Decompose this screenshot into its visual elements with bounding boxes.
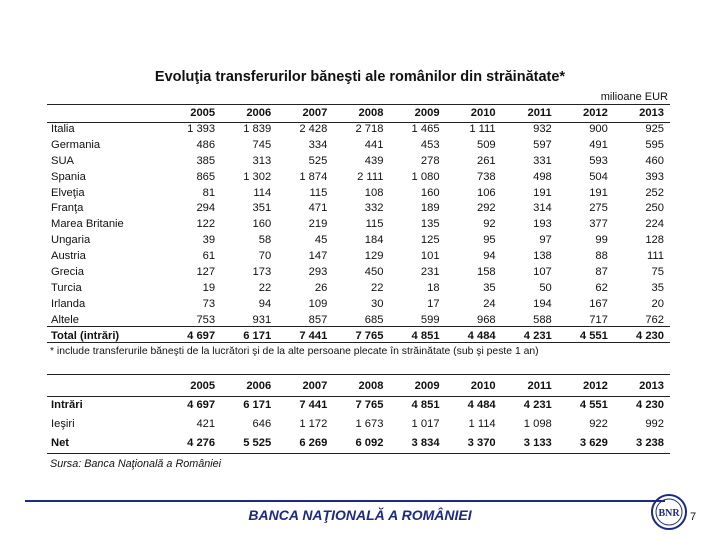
- table-cell: 107: [533, 266, 552, 279]
- table-cell: 3 629: [579, 437, 608, 449]
- table-cell: 351: [252, 202, 272, 215]
- table1-year-header: 2011: [527, 107, 552, 119]
- table2-year-header: 2011: [527, 380, 552, 392]
- table1-year-header: 2009: [414, 107, 440, 119]
- table-cell: 922: [589, 418, 608, 430]
- table-cell: 968: [476, 313, 496, 326]
- table-cell: 250: [645, 202, 664, 215]
- table-cell: 857: [308, 313, 328, 326]
- table-cell: 3 370: [467, 437, 496, 449]
- table-cell: 6 269: [299, 437, 328, 449]
- table-cell: 252: [645, 186, 664, 199]
- table-cell: 7 765: [355, 329, 384, 342]
- row-label: Grecia: [51, 266, 84, 279]
- row-label: Ieşiri: [51, 418, 75, 430]
- table-cell: 932: [533, 122, 552, 135]
- table-cell: 491: [589, 138, 608, 151]
- table1-year-header: 2005: [190, 107, 216, 119]
- table-cell: 26: [314, 281, 328, 294]
- table-cell: 4 697: [187, 399, 216, 411]
- table-cell: 109: [308, 297, 328, 310]
- table-row: [47, 249, 670, 265]
- table1-top-rule: [47, 104, 670, 105]
- table-cell: 58: [258, 234, 272, 247]
- table-cell: 3 834: [411, 437, 440, 449]
- table-cell: 599: [420, 313, 440, 326]
- table-cell: 294: [196, 202, 216, 215]
- table-cell: 45: [314, 234, 328, 247]
- table-cell: 1 111: [469, 122, 496, 135]
- table-cell: 138: [533, 250, 552, 263]
- table-cell: 593: [589, 154, 608, 167]
- table-cell: 97: [539, 234, 552, 247]
- table-cell: 1 114: [468, 418, 496, 430]
- table-cell: 167: [589, 297, 608, 310]
- table-cell: 588: [533, 313, 552, 326]
- table1-year-header: 2012: [582, 107, 608, 119]
- row-label: Spania: [51, 170, 86, 183]
- table-cell: 115: [309, 186, 328, 199]
- table1-year-header: 2006: [246, 107, 272, 119]
- remittances-by-country-table: [47, 106, 670, 345]
- row-label: Turcia: [51, 281, 82, 294]
- row-label: Elveţia: [51, 186, 85, 199]
- table-cell: 108: [364, 186, 384, 199]
- table-cell: 160: [420, 186, 440, 199]
- table-cell: 128: [645, 234, 664, 247]
- table-row: [47, 138, 670, 154]
- table-cell: 1 302: [243, 170, 272, 183]
- table-cell: 4 230: [636, 329, 664, 342]
- table-row: [47, 434, 670, 453]
- table-cell: 35: [483, 281, 496, 294]
- table-cell: 931: [252, 313, 272, 326]
- table1-total-rule: [47, 326, 670, 327]
- table-cell: 717: [589, 313, 608, 326]
- table-cell: 314: [533, 202, 552, 215]
- table-cell: 385: [196, 154, 216, 167]
- table-cell: 453: [420, 138, 440, 151]
- table-cell: 4 231: [523, 329, 552, 342]
- table-cell: 762: [645, 313, 664, 326]
- table-cell: 6 171: [243, 329, 272, 342]
- table-cell: 509: [476, 138, 496, 151]
- table-cell: 5 525: [243, 437, 272, 449]
- row-label: Total (intrări): [51, 329, 120, 342]
- table-cell: 1 839: [243, 122, 272, 135]
- table-cell: 1 098: [523, 418, 552, 430]
- table-cell: 460: [645, 154, 664, 167]
- table-cell: 278: [420, 154, 440, 167]
- page-title: Evoluţia transferurilor băneşti ale românilor din străinătate*: [154, 69, 566, 85]
- table-cell: 95: [483, 234, 496, 247]
- table-cell: 219: [308, 218, 328, 231]
- table-row: [47, 297, 670, 313]
- table-cell: 4 484: [467, 399, 496, 411]
- table2-bottom-rule: [47, 453, 670, 454]
- row-label: Irlanda: [51, 297, 86, 310]
- table-cell: 17: [427, 297, 440, 310]
- table-cell: 173: [252, 266, 272, 279]
- table-row: [47, 415, 670, 434]
- table-row: [47, 281, 670, 297]
- table-cell: 106: [476, 186, 496, 199]
- table-cell: 3 133: [523, 437, 552, 449]
- table2-year-header: 2006: [246, 380, 272, 392]
- table-cell: 35: [651, 281, 664, 294]
- table-cell: 62: [595, 281, 608, 294]
- table-cell: 39: [202, 234, 216, 247]
- source-note: Sursa: Banca Naţională a României: [50, 458, 222, 470]
- table2-year-header: 2005: [190, 380, 216, 392]
- row-label: SUA: [51, 154, 75, 167]
- table-cell: 439: [364, 154, 384, 167]
- table-cell: 99: [595, 234, 608, 247]
- table-cell: 4 551: [579, 399, 608, 411]
- table-row: [47, 265, 670, 281]
- table-cell: 7 765: [355, 399, 384, 411]
- row-label: Germania: [51, 138, 101, 151]
- table-cell: 1 465: [411, 122, 440, 135]
- table-row: [47, 170, 670, 186]
- row-label: Ungaria: [51, 234, 91, 247]
- table-cell: 1 874: [299, 170, 328, 183]
- table-cell: 2 428: [299, 122, 328, 135]
- table-cell: 504: [589, 170, 608, 183]
- table-cell: 73: [202, 297, 216, 310]
- table-cell: 24: [483, 297, 496, 310]
- table-cell: 22: [370, 281, 384, 294]
- table-row: [47, 186, 670, 202]
- table-cell: 261: [476, 154, 496, 167]
- table-cell: 900: [589, 122, 608, 135]
- table-cell: 1 172: [299, 418, 328, 430]
- table-cell: 94: [483, 250, 496, 263]
- table-cell: 147: [308, 250, 328, 263]
- remittances-summary-table: [47, 377, 670, 453]
- footer-separator: [25, 500, 665, 502]
- table-row: [47, 233, 670, 249]
- table-cell: 4 276: [187, 437, 216, 449]
- table-cell: 597: [533, 138, 552, 151]
- table-cell: 332: [364, 202, 384, 215]
- table2-top-rule: [47, 374, 670, 375]
- table-cell: 158: [476, 266, 496, 279]
- table-cell: 135: [420, 218, 440, 231]
- table-cell: 450: [364, 266, 384, 279]
- table-cell: 193: [533, 218, 552, 231]
- table-cell: 595: [645, 138, 664, 151]
- table-row: [47, 122, 670, 138]
- table-row: [47, 201, 670, 217]
- table-cell: 19: [202, 281, 216, 294]
- table-cell: 3 238: [636, 437, 664, 449]
- table-cell: 30: [370, 297, 384, 310]
- table-cell: 925: [645, 122, 664, 135]
- table-cell: 6 171: [243, 399, 272, 411]
- table-cell: 125: [420, 234, 440, 247]
- table1-year-header: 2010: [470, 107, 496, 119]
- row-label: Austria: [51, 250, 86, 263]
- table-cell: 4 697: [187, 329, 216, 342]
- table-cell: 992: [645, 418, 664, 430]
- table2-header-rule: [47, 396, 670, 397]
- table1-header-rule: [47, 122, 670, 123]
- table-cell: 753: [196, 313, 216, 326]
- table-cell: 486: [196, 138, 216, 151]
- table-cell: 471: [308, 202, 328, 215]
- table-cell: 393: [645, 170, 664, 183]
- table-cell: 646: [252, 418, 272, 430]
- table-cell: 421: [196, 418, 216, 430]
- table-cell: 292: [476, 202, 496, 215]
- table2-year-header: 2009: [414, 380, 440, 392]
- table-cell: 61: [202, 250, 216, 263]
- footer-bank-name: BANCA NAŢIONALĂ A ROMÂNIEI: [248, 507, 472, 523]
- table-cell: 101: [420, 250, 440, 263]
- table-row: [47, 217, 670, 233]
- table2-year-header: 2007: [302, 380, 328, 392]
- table-cell: 7 441: [299, 329, 328, 342]
- table-cell: 331: [533, 154, 552, 167]
- table-cell: 4 484: [467, 329, 496, 342]
- table2-year-header: 2012: [582, 380, 608, 392]
- table-cell: 87: [595, 266, 608, 279]
- table-cell: 738: [476, 170, 496, 183]
- table-cell: 1 080: [411, 170, 440, 183]
- table-cell: 313: [252, 154, 272, 167]
- table-cell: 22: [258, 281, 272, 294]
- table-cell: 224: [645, 218, 664, 231]
- table-cell: 160: [252, 218, 272, 231]
- table-row: [47, 396, 670, 415]
- row-label: Franţa: [51, 202, 84, 215]
- table-cell: 191: [533, 186, 552, 199]
- page-number: 7: [690, 511, 697, 523]
- table1-bottom-rule: [47, 342, 670, 343]
- table1-year-header: 2007: [302, 107, 328, 119]
- table-cell: 92: [483, 218, 496, 231]
- table-cell: 115: [365, 218, 384, 231]
- table-cell: 2 718: [355, 122, 384, 135]
- table2-year-header: 2013: [639, 380, 664, 392]
- table-cell: 1 673: [355, 418, 384, 430]
- table1-year-header: 2008: [358, 107, 384, 119]
- table-cell: 94: [258, 297, 272, 310]
- table-cell: 334: [308, 138, 328, 151]
- table-cell: 6 092: [355, 437, 384, 449]
- table-cell: 4 230: [636, 399, 664, 411]
- table-cell: 20: [651, 297, 664, 310]
- table-cell: 1 393: [187, 122, 216, 135]
- table2-header-row: [47, 377, 670, 396]
- table-cell: 111: [646, 250, 664, 263]
- table-cell: 498: [533, 170, 552, 183]
- table-cell: 18: [427, 281, 440, 294]
- table-cell: 745: [252, 138, 272, 151]
- table1-footnote: * include transferurile băneşti de la lucrători şi de la alte persoane plecate în străinătate (sub şi peste 1 an): [50, 346, 539, 357]
- table-cell: 441: [364, 138, 384, 151]
- table-row: [47, 154, 670, 170]
- table-cell: 4 851: [411, 399, 440, 411]
- logo-monogram: BNR: [658, 508, 680, 519]
- table-cell: 194: [533, 297, 552, 310]
- row-label: Intrări: [51, 399, 83, 411]
- table1-year-header: 2013: [639, 107, 664, 119]
- table-cell: 377: [589, 218, 608, 231]
- table2-year-header: 2008: [358, 380, 384, 392]
- unit-label: milioane EUR: [600, 91, 668, 103]
- row-label: Net: [51, 437, 70, 449]
- table-cell: 231: [420, 266, 440, 279]
- table-cell: 81: [202, 186, 216, 199]
- table-cell: 1 017: [411, 418, 440, 430]
- table-cell: 129: [364, 250, 384, 263]
- table-cell: 4 851: [411, 329, 440, 342]
- table-cell: 75: [651, 266, 664, 279]
- table-cell: 191: [589, 186, 608, 199]
- table-cell: 293: [308, 266, 328, 279]
- table-cell: 50: [539, 281, 552, 294]
- table-cell: 114: [253, 186, 272, 199]
- bnr-logo-icon: [650, 492, 688, 532]
- table2-year-header: 2010: [470, 380, 496, 392]
- row-label: Marea Britanie: [51, 218, 124, 231]
- table-cell: 122: [196, 218, 216, 231]
- table-cell: 4 551: [579, 329, 608, 342]
- table-cell: 865: [196, 170, 216, 183]
- table-cell: 7 441: [299, 399, 328, 411]
- table-cell: 88: [595, 250, 608, 263]
- table-cell: 70: [258, 250, 272, 263]
- table-cell: 275: [589, 202, 608, 215]
- table-cell: 4 231: [523, 399, 552, 411]
- table-cell: 685: [364, 313, 384, 326]
- table-cell: 525: [308, 154, 328, 167]
- table-cell: 127: [196, 266, 216, 279]
- table-cell: 2 111: [357, 170, 384, 183]
- table-cell: 189: [420, 202, 440, 215]
- row-label: Altele: [51, 313, 79, 326]
- row-label: Italia: [51, 122, 75, 135]
- table1-header-row: [47, 106, 670, 122]
- table-cell: 184: [364, 234, 384, 247]
